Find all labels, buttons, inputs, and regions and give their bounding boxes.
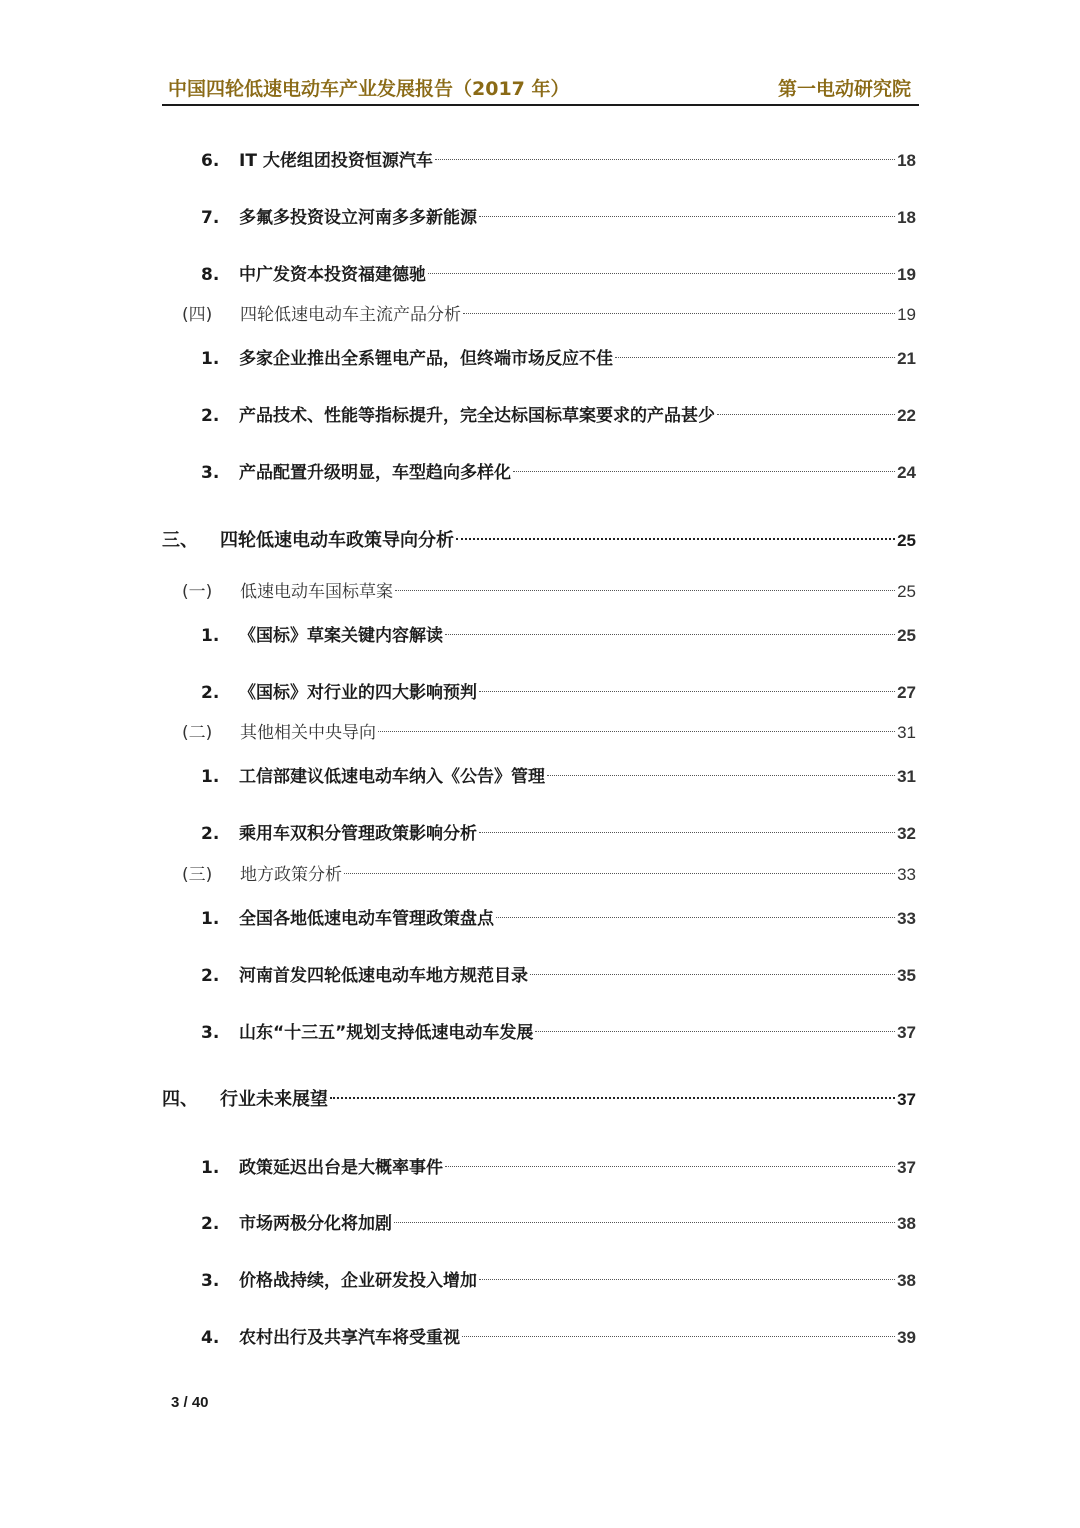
toc-entry-page: 32 <box>897 824 916 843</box>
toc-entry-title: 《国标》草案关键内容解读 <box>239 626 443 646</box>
toc-entry[interactable] <box>201 403 916 429</box>
toc-dot-leader <box>547 775 895 776</box>
toc-entry-page: 37 <box>897 1023 916 1042</box>
toc-dot-leader <box>479 832 895 833</box>
toc-entry-title: 产品技术、性能等指标提升，完全达标国标草案要求的产品甚少 <box>239 406 715 426</box>
toc-entry-page: 24 <box>897 463 916 482</box>
toc-entry-number: 2. <box>201 966 220 986</box>
toc-entry-number: 2. <box>201 406 220 426</box>
toc-dot-leader <box>479 216 895 217</box>
toc-entry[interactable] <box>201 346 916 372</box>
report-title: 中国四轮低速电动车产业发展报告（2017 年） <box>168 78 570 100</box>
toc-entry-title: 其他相关中央导向 <box>240 723 376 743</box>
toc-entry[interactable] <box>201 1268 916 1294</box>
toc-entry-number: 4. <box>201 1328 220 1348</box>
toc-dot-leader <box>456 538 895 540</box>
toc-entry-number: 3. <box>201 1271 220 1291</box>
toc-dot-leader <box>344 873 895 874</box>
toc-entry-page: 22 <box>897 406 916 425</box>
toc-entry[interactable] <box>201 262 916 288</box>
toc-entry[interactable] <box>182 862 916 888</box>
toc-entry[interactable] <box>162 1087 916 1113</box>
toc-entry-number: 2. <box>201 683 220 703</box>
toc-entry-title: 河南首发四轮低速电动车地方规范目录 <box>239 966 528 986</box>
toc-entry[interactable] <box>201 906 916 932</box>
toc-entry-title: 多家企业推出全系锂电产品，但终端市场反应不佳 <box>239 349 613 369</box>
page-number: 3 / 40 <box>171 1394 209 1411</box>
toc-entry-title: 低速电动车国标草案 <box>240 582 393 602</box>
toc-entry-title: 市场两极分化将加剧 <box>239 1214 392 1234</box>
toc-entry[interactable] <box>201 1155 916 1181</box>
toc-entry-title: 农村出行及共享汽车将受重视 <box>239 1328 460 1348</box>
toc-entry-page: 25 <box>897 582 916 601</box>
toc-entry-title: 全国各地低速电动车管理政策盘点 <box>239 909 494 929</box>
toc-entry-title: 四轮低速电动车政策导向分析 <box>220 530 454 551</box>
toc-entry-number: 1. <box>201 1158 220 1178</box>
toc-entry-title: 政策延迟出台是大概率事件 <box>239 1158 443 1178</box>
toc-entry-title: 《国标》对行业的四大影响预判 <box>239 683 477 703</box>
toc-entry[interactable] <box>201 680 916 706</box>
toc-entry-page: 19 <box>897 265 916 284</box>
toc-entry-page: 38 <box>897 1271 916 1290</box>
toc-entry-number: 7. <box>201 208 220 228</box>
toc-entry[interactable] <box>201 764 916 790</box>
toc-entry-page: 37 <box>897 1090 916 1109</box>
toc-dot-leader <box>394 1222 895 1223</box>
toc-entry[interactable] <box>201 963 916 989</box>
toc-entry[interactable] <box>201 1020 916 1046</box>
toc-entry-page: 25 <box>897 531 916 550</box>
toc-entry[interactable] <box>201 1325 916 1351</box>
toc-entry-number: 3. <box>201 463 220 483</box>
toc-entry-number: (四) <box>182 305 213 325</box>
toc-entry-title: 行业未来展望 <box>220 1089 328 1110</box>
toc-entry-number: 1. <box>201 909 220 929</box>
toc-entry[interactable] <box>182 720 916 746</box>
toc-entry-title: 工信部建议低速电动车纳入《公告》管理 <box>239 767 545 787</box>
toc-entry-title: 多氟多投资设立河南多多新能源 <box>239 208 477 228</box>
toc-entry-number: 1. <box>201 767 220 787</box>
toc-entry-page: 33 <box>897 865 916 884</box>
toc-entry[interactable] <box>201 460 916 486</box>
toc-entry-page: 18 <box>897 208 916 227</box>
toc-dot-leader <box>496 917 895 918</box>
toc-entry-number: 8. <box>201 265 220 285</box>
toc-dot-leader <box>717 414 895 415</box>
toc-entry-page: 27 <box>897 683 916 702</box>
toc-entry-number: (三) <box>182 865 213 885</box>
toc-entry-page: 38 <box>897 1214 916 1233</box>
toc-dot-leader <box>530 974 895 975</box>
toc-dot-leader <box>513 471 895 472</box>
toc-entry-title: IT 大佬组团投资恒源汽车 <box>239 151 433 171</box>
toc-entry[interactable] <box>201 1211 916 1237</box>
toc-entry-number: (二) <box>182 723 213 743</box>
toc-entry-number: 1. <box>201 626 220 646</box>
toc-entry-title: 产品配置升级明显，车型趋向多样化 <box>239 463 511 483</box>
toc-entry[interactable] <box>182 302 916 328</box>
toc-dot-leader <box>462 1336 895 1337</box>
toc-entry-title: 山东“十三五”规划支持低速电动车发展 <box>239 1023 534 1043</box>
toc-entry-title: 中广发资本投资福建德驰 <box>239 265 426 285</box>
toc-entry-page: 33 <box>897 909 916 928</box>
toc-entry[interactable] <box>182 579 916 605</box>
toc-dot-leader <box>479 691 895 692</box>
toc-dot-leader <box>615 357 895 358</box>
toc-entry-title: 价格战持续，企业研发投入增加 <box>239 1271 477 1291</box>
toc-entry-page: 35 <box>897 966 916 985</box>
toc-dot-leader <box>378 731 895 732</box>
toc-dot-leader <box>479 1279 895 1280</box>
toc-entry-title: 四轮低速电动车主流产品分析 <box>240 305 461 325</box>
toc-dot-leader <box>395 590 895 591</box>
toc-entry-page: 19 <box>897 305 916 324</box>
toc-entry-page: 37 <box>897 1158 916 1177</box>
toc-entry-number: 1. <box>201 349 220 369</box>
toc-entry-page: 21 <box>897 349 916 368</box>
toc-entry-page: 31 <box>897 767 916 786</box>
toc-dot-leader <box>428 273 895 274</box>
toc-dot-leader <box>445 634 895 635</box>
toc-entry[interactable] <box>162 528 916 554</box>
toc-entry[interactable] <box>201 148 916 174</box>
toc-entry-page: 31 <box>897 723 916 742</box>
toc-entry-page: 39 <box>897 1328 916 1347</box>
toc-entry-number: 3. <box>201 1023 220 1043</box>
toc-entry[interactable] <box>201 205 916 231</box>
toc-entry-page: 18 <box>897 151 916 170</box>
toc-entry-number: (一) <box>182 582 213 602</box>
toc-entry-number: 三、 <box>162 530 198 551</box>
toc-entry-number: 6. <box>201 151 220 171</box>
toc-entry[interactable] <box>201 623 916 649</box>
toc-entry-number: 四、 <box>162 1089 198 1110</box>
toc-dot-leader <box>435 159 895 160</box>
toc-entry[interactable] <box>201 821 916 847</box>
toc-dot-leader <box>463 313 895 314</box>
toc-entry-number: 2. <box>201 1214 220 1234</box>
toc-entry-title: 地方政策分析 <box>240 865 342 885</box>
toc-dot-leader <box>535 1031 895 1032</box>
toc-entry-title: 乘用车双积分管理政策影响分析 <box>239 824 477 844</box>
publisher-name: 第一电动研究院 <box>777 78 911 100</box>
toc-entry-number: 2. <box>201 824 220 844</box>
toc-dot-leader <box>330 1097 895 1099</box>
toc-dot-leader <box>445 1166 895 1167</box>
toc-entry-page: 25 <box>897 626 916 645</box>
